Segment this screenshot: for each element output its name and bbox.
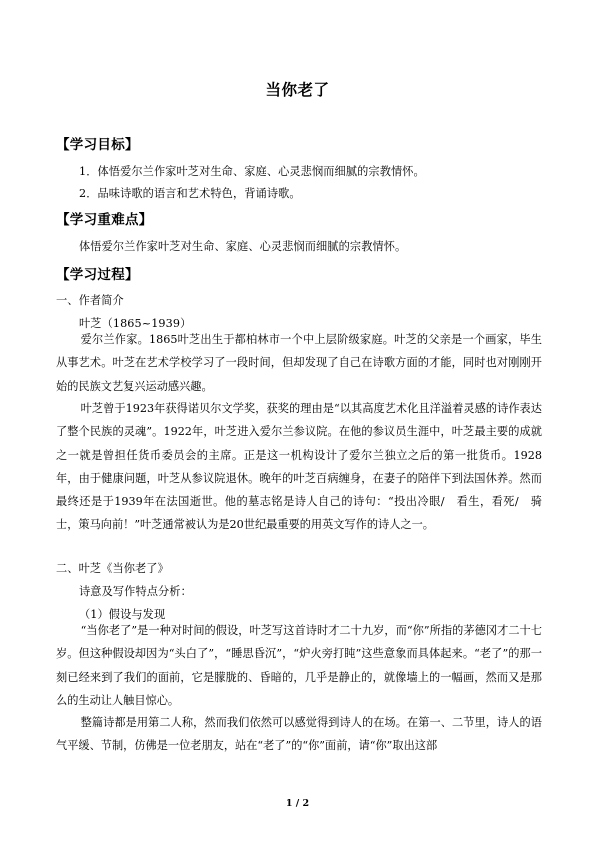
analysis-paragraph-2: 整篇诗都是用第二人称，然而我们依然可以感觉得到诗人的在场。在第一、二节里，诗人的语气平缓、节制，仿佛是一位老朋友，站在“老了”的“你”面前，请“你”取出这部 [56, 716, 542, 753]
page-title: 当你老了 [265, 81, 330, 99]
heading-key-points: 【学习重难点】 [56, 212, 153, 228]
analysis-subheading: 诗意及写作特点分析： [79, 585, 192, 598]
author-name-line: 叶芝（1865~1939） [79, 317, 192, 330]
key-points-text: 体悟爱尔兰作家叶芝对生命、家庭、心灵悲悯而细腻的宗教情怀。 [79, 240, 407, 253]
heading-process: 【学习过程】 [56, 267, 139, 283]
goal-item-2: 2．品味诗歌的语言和艺术特色，背诵诗歌。 [79, 187, 301, 200]
analysis-point-1: （1）假设与发现 [79, 608, 166, 621]
section-heading-author: 一、作者简介 [56, 294, 124, 307]
heading-goals: 【学习目标】 [56, 137, 139, 153]
author-bio-paragraph-2: 叶芝曾于1923年获得诺贝尔文学奖，获奖的理由是“以其高度艺术化且洋溢着灵感的诗作表达了整个民族的灵魂”。1922年，叶芝进入爱尔兰参议院。在他的参议员生涯中，叶芝最主要的成就之一就是曾担任货币委员会的主席。正是这一机构设计了爱尔兰独立之后的第一批货币。1928年，由于健康问题，叶芝从参议院退休。晚年的叶芝百病缠身，在妻子的陪伴下到法国休养。然而最终还是于1939年在法国逝世。他的墓志铭是诗人自己的诗句：“投出冷眼/ 看生，看死/ 骑士，策马向前！”叶芝通常被认为是20世纪最重要的用英文写作的诗人之一。 [56, 402, 542, 532]
analysis-paragraph-1: “当你老了”是一种对时间的假设，叶芝写这首诗时才二十九岁，而“你”所指的茅德冈才二十七岁。但这种假设却因为“头白了”，“睡思昏沉”，“炉火旁打盹”这些意象而具体起来。“老了”的那一刻已经来到了我们的面前，它是朦胧的、昏暗的，几乎是静止的，就像墙上的一幅画，然而又是那么的生动让人触目惊心。 [56, 624, 542, 707]
author-bio-paragraph-1: 爱尔兰作家。1865叶芝出生于都柏林市一个中上层阶级家庭。叶芝的父亲是一个画家，毕生从事艺术。叶芝在艺术学校学习了一段时间，但却发现了自己在诗歌方面的才能，同时也对刚刚开始的民族文艺复兴运动感兴趣。 [56, 333, 542, 393]
goal-item-1: 1．体悟爱尔兰作家叶芝对生命、家庭、心灵悲悯而细腻的宗教情怀。 [79, 165, 425, 178]
page-number: 1 / 2 [285, 798, 310, 809]
section-heading-poem: 二、叶芝《当你老了》 [56, 562, 169, 575]
